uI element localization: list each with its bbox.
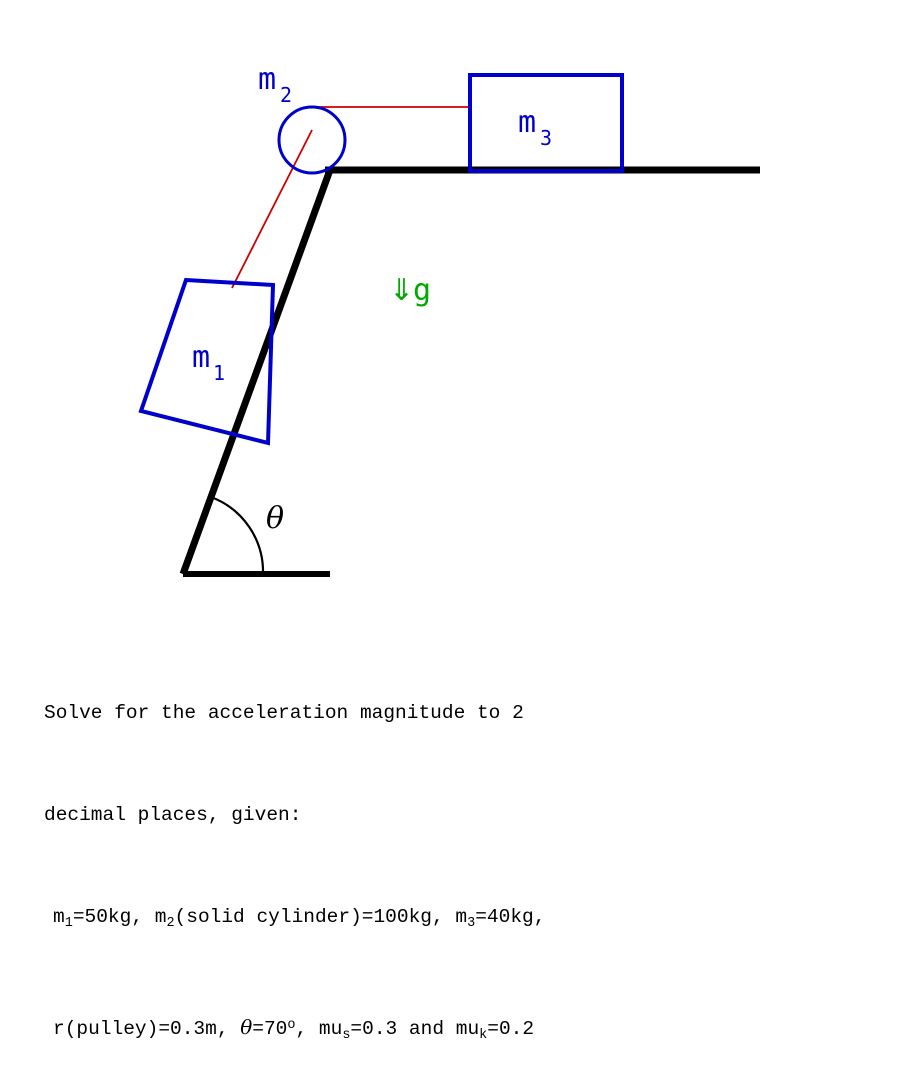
gravity-indicator [389,273,431,308]
problem-statement [44,628,864,1087]
label-m2 [258,62,292,107]
given-m3-subscript: 3 [467,915,476,931]
problem-givens-line-1 [44,900,864,941]
given-m2-subscript: 2 [166,915,175,931]
given-mus-name: mu [318,1017,343,1040]
label-m1-subscript: 1 [213,361,226,385]
label-m3-text: m [518,105,537,140]
given-m2-value: (solid cylinder)=100kg, [174,906,456,928]
given-muk-name: mu [455,1017,480,1040]
gravity-arrow-icon: ⇓ [389,273,415,308]
pulley-m2 [279,107,345,173]
problem-line-2: decimal places, given: [44,804,302,826]
label-m1 [192,340,225,385]
given-theta-value: =70 [252,1017,288,1040]
given-m3-value: =40kg, [475,906,546,928]
label-m2-subscript: 2 [280,83,293,107]
given-m1-name: m [53,906,65,928]
given-degree-symbol: o [287,1017,296,1033]
given-radius: r(pulley)=0.3m, [53,1017,241,1040]
problem-line-1: Solve for the acceleration magnitude to 2 [44,702,524,724]
given-theta-symbol: θ [240,1014,253,1039]
given-comma: , [295,1017,319,1040]
problem-givens-line-2 [44,1009,864,1053]
given-muk-value: =0.2 [487,1017,535,1040]
given-muk-subscript: k [479,1027,488,1043]
label-m3-subscript: 3 [540,126,553,150]
rope-incline-segment [232,130,312,288]
given-m1-subscript: 1 [64,915,73,931]
given-mus-value: =0.3 and [350,1017,456,1040]
gravity-label: g [413,273,432,308]
angle-arc [211,497,263,574]
label-m1-text: m [192,340,211,375]
block-m3 [470,75,622,171]
label-m3 [518,105,552,150]
given-m1-value: =50kg, [72,906,155,928]
label-m2-text: m [258,62,277,97]
given-mus-subscript: s [342,1027,351,1043]
angle-label: θ [266,501,285,536]
given-m3-name: m [455,906,468,928]
given-m2-name: m [154,906,167,928]
